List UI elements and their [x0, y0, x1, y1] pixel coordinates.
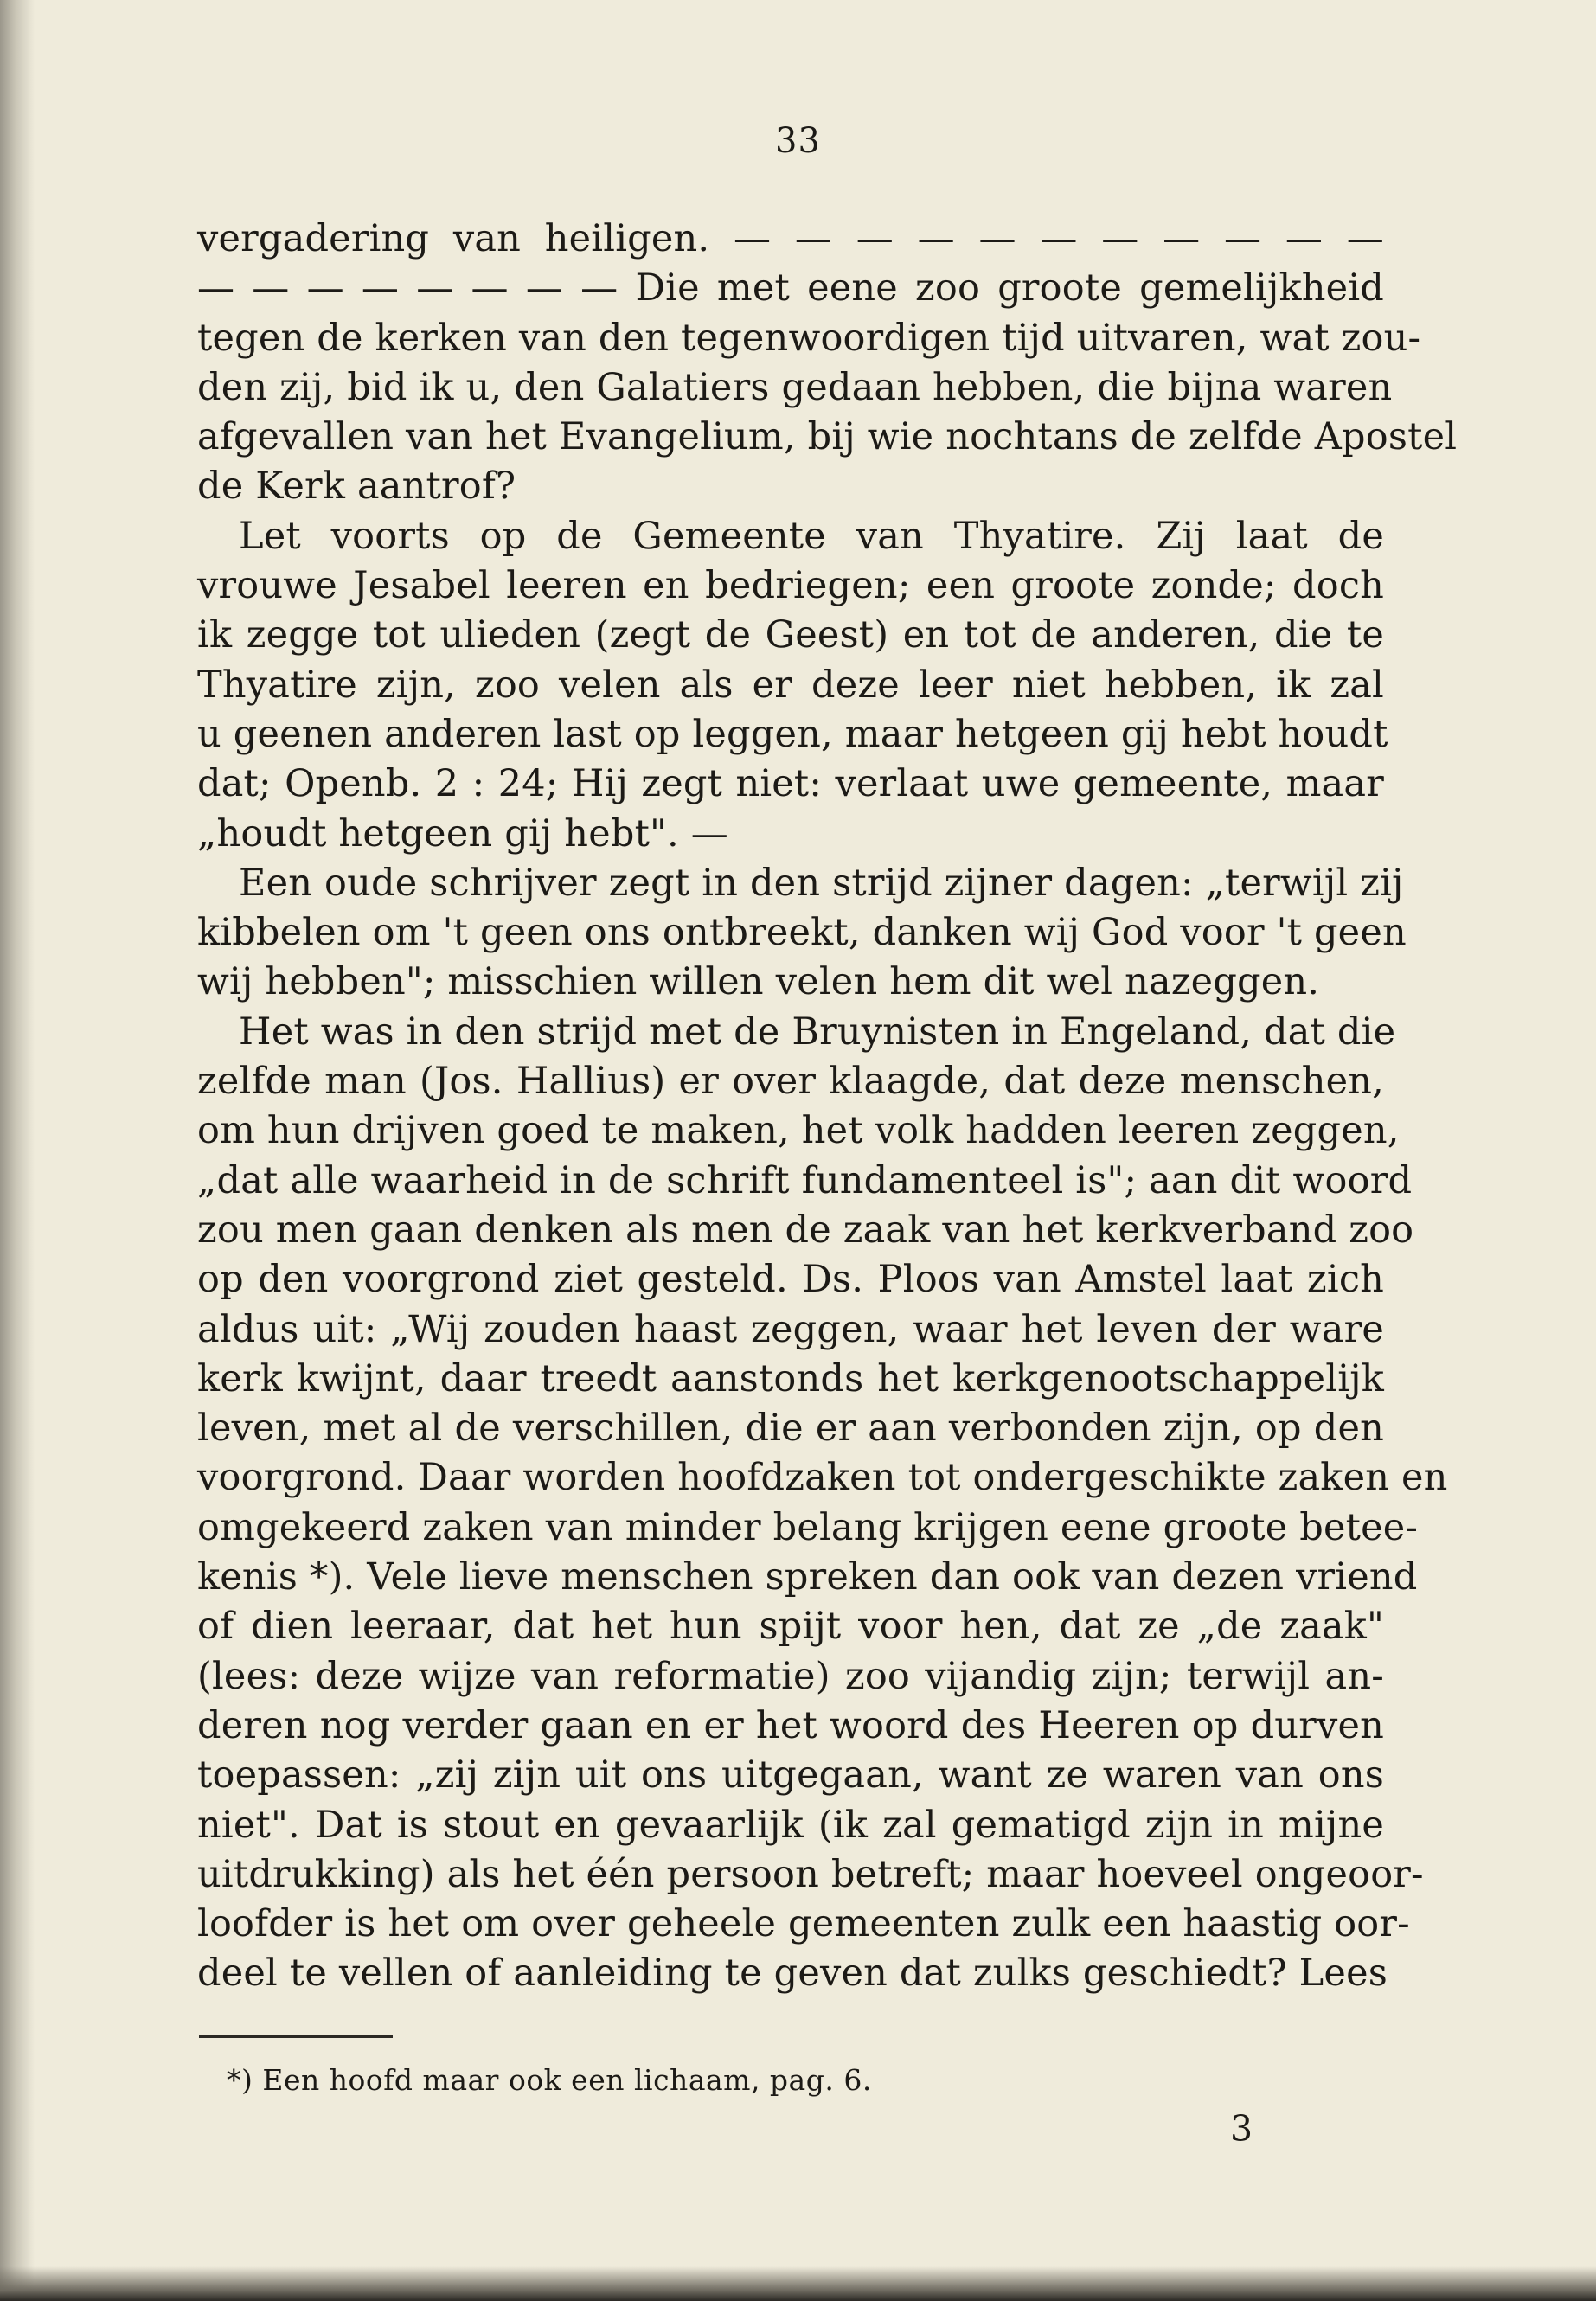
text-line: uitdrukking) als het één persoon betreft; maar hoeveel ongeoor-	[197, 1852, 1424, 1896]
text-line: dat; Openb. 2 : 24; Hij zegt niet: verlaat uwe gemeente, maar	[197, 762, 1384, 806]
text-line: Let voorts op de Gemeente van Thyatire. Zij laat de	[239, 514, 1384, 558]
text-line: vrouwe Jesabel leeren en bedriegen; een groote zonde; doch	[197, 564, 1384, 608]
text-line: loofder is het om over geheele gemeenten zulk een haastig oor-	[197, 1902, 1410, 1946]
text-line: vergadering van heiligen. — — — — — — — — — — —	[197, 217, 1384, 260]
text-line: of dien leeraar, dat het hun spijt voor hen, dat ze „de zaak"	[197, 1605, 1384, 1649]
text-line: toepassen: „zij zijn uit ons uitgegaan, want ze waren van ons	[197, 1753, 1384, 1798]
text-line: Thyatire zijn, zoo velen als er deze leer niet hebben, ik zal	[197, 663, 1384, 707]
text-line: „houdt hetgeen gij hebt". —	[197, 811, 728, 856]
spine-shadow	[0, 0, 35, 2301]
text-line: de Kerk aantrof?	[197, 465, 516, 509]
text-line: tegen de kerken van den tegenwoordigen tijd uitvaren, wat zou-	[197, 316, 1421, 360]
text-line: deren nog verder gaan en er het woord des Heeren op durven	[197, 1703, 1384, 1747]
signature-mark: 3	[1230, 2108, 1253, 2150]
body-text	[197, 215, 1458, 1999]
text-line: niet". Dat is stout en gevaarlijk (ik zal gematigd zijn in mijne	[197, 1803, 1384, 1847]
footnote: *) Een hoofd maar ook een lichaam, pag. 6.	[227, 2063, 872, 2097]
text-line: om hun drijven goed te maken, het volk hadden leeren zeggen,	[197, 1109, 1400, 1153]
footnote-rule	[199, 2035, 393, 2038]
text-line: zelfde man (Jos. Hallius) er over klaagde, dat deze menschen,	[197, 1060, 1384, 1104]
text-line: den zij, bid ik u, den Galatiers gedaan hebben, die bijna waren	[197, 365, 1393, 409]
text-line: „dat alle waarheid in de schrift fundamenteel is"; aan dit woord	[197, 1158, 1413, 1202]
text-line: afgevallen van het Evangelium, bij wie nochtans de zelfde Apostel	[197, 415, 1458, 459]
text-line: leven, met al de verschillen, die er aan verbonden zijn, op den	[197, 1407, 1384, 1451]
text-line: wij hebben"; misschien willen velen hem dit wel nazeggen.	[197, 960, 1320, 1004]
text-line: aldus uit: „Wij zouden haast zeggen, waar het leven der ware	[197, 1307, 1384, 1351]
text-line: u geenen anderen last op leggen, maar hetgeen gij hebt houdt	[197, 712, 1388, 756]
text-line: ik zegge tot ulieden (zegt de Geest) en tot de anderen, die te	[197, 613, 1384, 657]
text-line: deel te vellen of aanleiding te geven dat zulks geschiedt? Lees	[197, 1952, 1388, 1996]
text-line: kibbelen om 't geen ons ontbreekt, danken wij God voor 't geen	[197, 911, 1407, 955]
text-line: omgekeerd zaken van minder belang krijgen eene groote betee-	[197, 1505, 1419, 1549]
text-line: Het was in den strijd met de Bruynisten in Engeland, dat die	[239, 1009, 1396, 1054]
text-line: Een oude schrijver zegt in den strijd zijner dagen: „terwijl zij	[239, 861, 1404, 905]
text-line: kenis *). Vele lieve menschen spreken dan ook van dezen vriend	[197, 1555, 1418, 1599]
page-number: 33	[775, 121, 821, 161]
text-line: zou men gaan denken als men de zaak van het kerkverband zoo	[197, 1208, 1414, 1252]
text-line: — — — — — — — — Die met eene zoo groote gemelijkheid	[197, 266, 1384, 311]
text-line: op den voorgrond ziet gesteld. Ds. Ploos van Amstel laat zich	[197, 1258, 1384, 1302]
text-line: kerk kwijnt, daar treedt aanstonds het kerkgenootschappelijk	[197, 1356, 1384, 1400]
text-line: (lees: deze wijze van reformatie) zoo vijandig zijn; terwijl an-	[197, 1654, 1384, 1698]
text-line: voorgrond. Daar worden hoofdzaken tot ondergeschikte zaken en	[197, 1456, 1448, 1500]
page-bottom-edge	[0, 2266, 1596, 2301]
